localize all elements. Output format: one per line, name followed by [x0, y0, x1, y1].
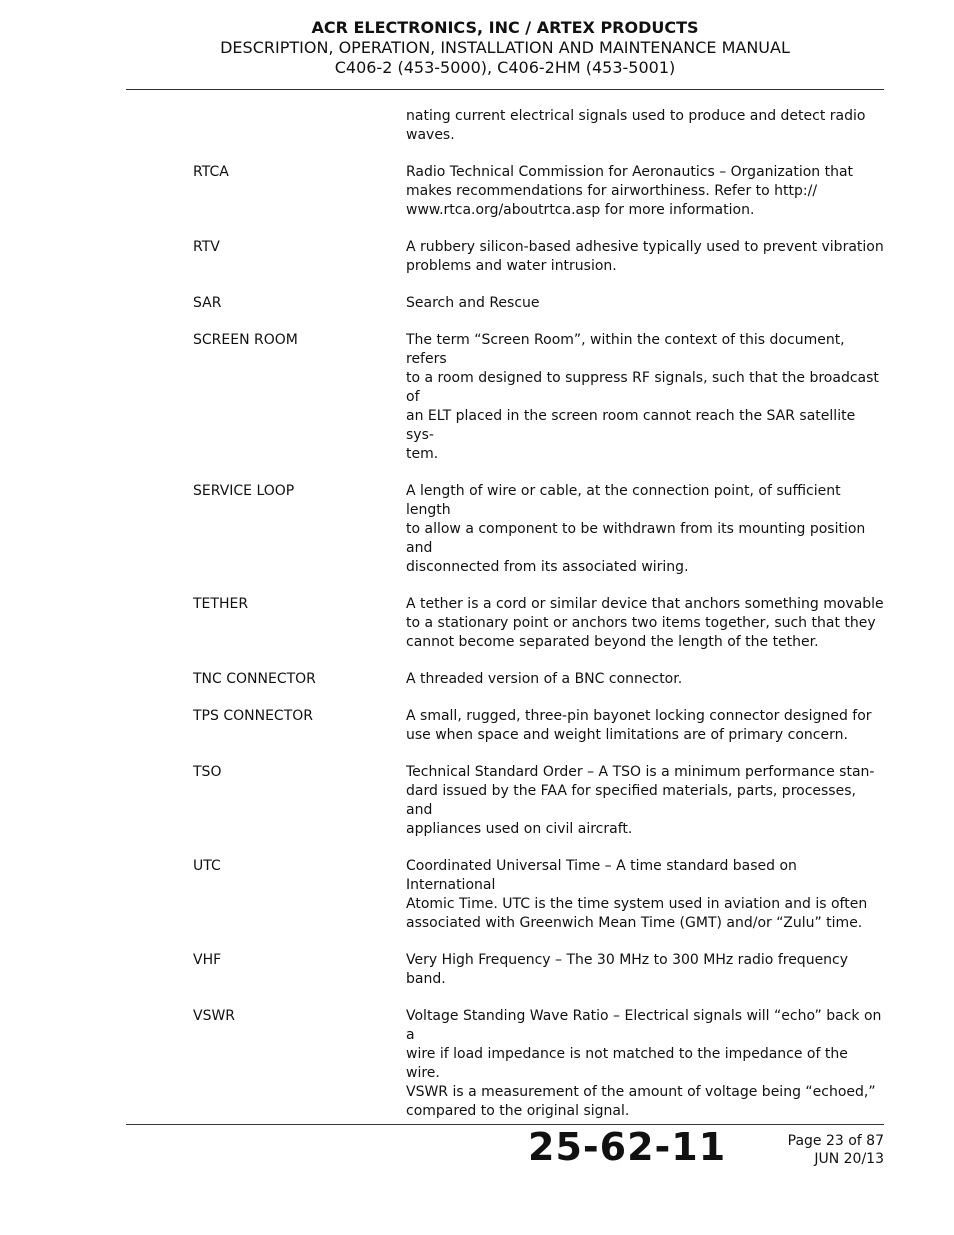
glossary-term: RTV [193, 239, 220, 255]
header-divider [126, 89, 884, 90]
glossary-term: RTCA [193, 164, 229, 180]
glossary-definition: Search and Rescue [406, 295, 540, 311]
glossary-term: UTC [193, 858, 221, 874]
glossary-term: TNC CONNECTOR [193, 671, 316, 687]
glossary-term: SERVICE LOOP [193, 483, 295, 499]
glossary-definition: Very High Frequency – The 30 MHz to 300 MHz radio frequency band. [406, 952, 849, 987]
glossary-entry-tether [193, 595, 885, 652]
glossary-definition: A length of wire or cable, at the connection point, of sufficient length to allow a component to be withdrawn from its mounting position and disconnected from its associated wiring. [406, 483, 866, 575]
glossary-entry-vhf [193, 951, 885, 989]
glossary-entry-screen-room [193, 331, 885, 464]
glossary-entry-rtv [193, 238, 885, 276]
glossary-entry-sar [193, 294, 885, 313]
glossary-entry-tps-connector [193, 707, 885, 745]
company-name: ACR ELECTRONICS, INC / ARTEX PRODUCTS [311, 18, 699, 37]
glossary-entry-utc [193, 857, 885, 933]
glossary-term: SCREEN ROOM [193, 332, 298, 348]
page-number: Page 23 of 87 [787, 1133, 884, 1149]
footer-divider [126, 1124, 884, 1125]
glossary-definition: The term “Screen Room”, within the context of this document, refers to a room designed to suppress RF signals, such that the broadcast of an ELT placed in the screen room cannot reach the SAR satellite sys- tem. [406, 332, 879, 462]
glossary-definition: Radio Technical Commission for Aeronautics – Organization that makes recommendations for airworthiness. Refer to http:// www.rtca.org/aboutrtca.asp for more information. [406, 164, 854, 218]
glossary-definition: A small, rugged, three-pin bayonet locking connector designed for use when space and weight limitations are of primary concern. [406, 708, 872, 743]
document-number: 25-62-11 [528, 1125, 727, 1169]
model-numbers: C406-2 (453-5000), C406-2HM (453-5001) [334, 58, 676, 77]
glossary-entry-tnc-connector [193, 670, 885, 689]
page-info [788, 1132, 884, 1168]
manual-title: DESCRIPTION, OPERATION, INSTALLATION AND MAINTENANCE MANUAL [220, 38, 790, 57]
revision-date: JUN 20/13 [814, 1151, 884, 1167]
glossary-list [193, 107, 885, 1139]
glossary-definition: Voltage Standing Wave Ratio – Electrical signals will “echo” back on a wire if load impedance is not matched to the impedance of the wire. VSWR is a measurement of the amount of voltage being “echoed,” compared to the original signal. [406, 1008, 882, 1119]
glossary-continuation [193, 107, 885, 145]
glossary-entry-rtca [193, 163, 885, 220]
glossary-term: TETHER [193, 596, 249, 612]
glossary-entry-service-loop [193, 482, 885, 577]
glossary-definition: A rubbery silicon-based adhesive typically used to prevent vibration problems and water intrusion. [406, 239, 884, 274]
glossary-definition: A threaded version of a BNC connector. [406, 671, 683, 687]
glossary-term: SAR [193, 295, 222, 311]
glossary-term: VHF [193, 952, 222, 968]
page-header [0, 18, 954, 78]
glossary-entry-vswr [193, 1007, 885, 1121]
glossary-definition: nating current electrical signals used to produce and detect radio waves. [406, 108, 866, 143]
glossary-term: TPS CONNECTOR [193, 708, 313, 724]
glossary-definition: Technical Standard Order – A TSO is a minimum performance stan- dard issued by the FAA for specified materials, parts, processes, and appliances used on civil aircraft. [406, 764, 875, 837]
glossary-term: TSO [193, 764, 222, 780]
glossary-definition: Coordinated Universal Time – A time standard based on International Atomic Time. UTC is the time system used in aviation and is often associated with Greenwich Mean Time (GMT) and/or “Zulu” time. [406, 858, 868, 931]
glossary-term: VSWR [193, 1008, 236, 1024]
glossary-definition: A tether is a cord or similar device that anchors something movable to a stationary point or anchors two items together, such that they cannot become separated beyond the length of the tether. [406, 596, 884, 650]
glossary-entry-tso [193, 763, 885, 839]
